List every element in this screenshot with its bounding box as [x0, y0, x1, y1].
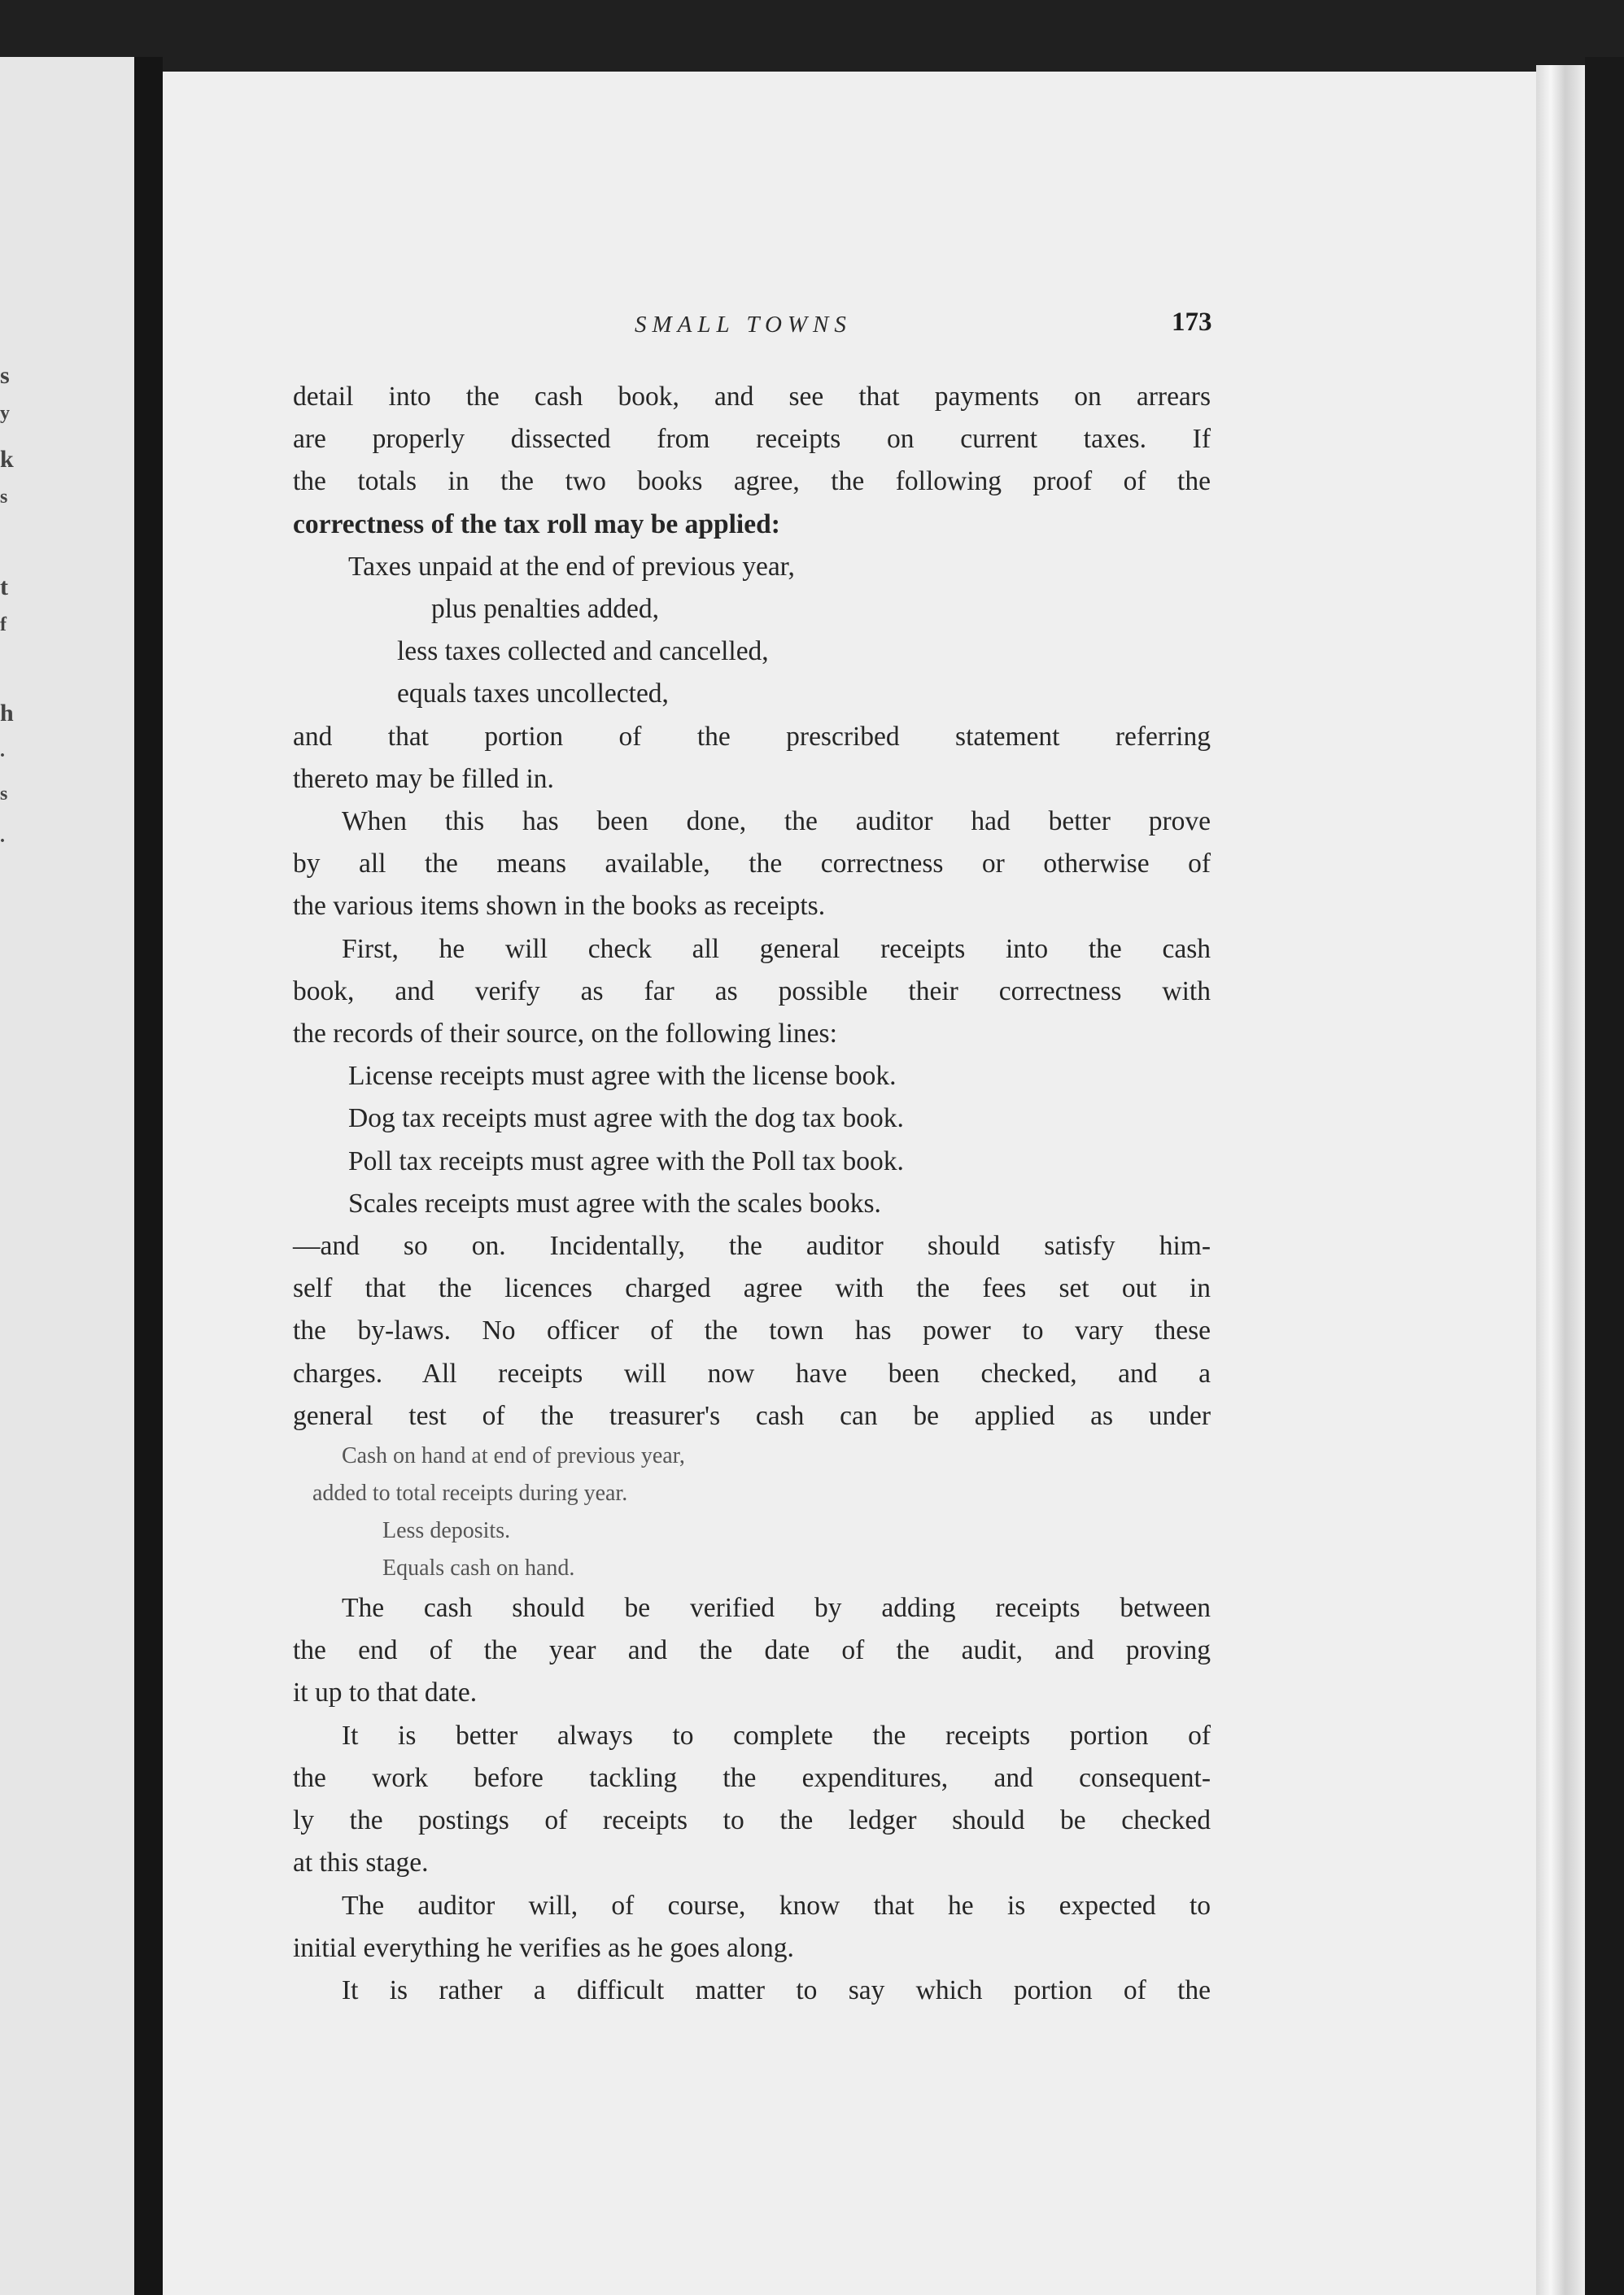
facing-page-fragment: s [0, 362, 10, 389]
text-line: When this has been done, the auditor had better prove [342, 806, 1211, 837]
book-gutter [134, 57, 163, 2295]
text-line: it up to that date. [293, 1678, 478, 1708]
text-line: the end of the year and the date of the audit, and proving [293, 1635, 1211, 1666]
check-rule: Dog tax receipts must agree with the dog tax book. [348, 1103, 904, 1134]
facing-page-fragment: h [0, 700, 14, 726]
text-line: the various items shown in the books as receipts. [293, 891, 826, 922]
text-line: initial everything he verifies as he goes along. [293, 1932, 794, 1963]
text-line: the by-laws. No officer of the town has power to vary these [293, 1315, 1211, 1346]
check-rule: Scales receipts must agree with the scales books. [348, 1188, 881, 1219]
facing-page-edge [0, 57, 146, 2295]
facing-page-fragment: s [0, 783, 8, 805]
facing-page-fragment: f [0, 614, 7, 635]
text-line: —and so on. Incidentally, the auditor should satisfy him- [293, 1231, 1211, 1262]
formula-line: equals taxes uncollected, [397, 678, 669, 709]
text-line: thereto may be filled in. [293, 763, 554, 794]
formula-line: Taxes unpaid at the end of previous year, [348, 551, 795, 582]
text-line: It is rather a difficult matter to say which portion of the [342, 1974, 1211, 2005]
text-line: general test of the treasurer's cash can be applied as under [293, 1400, 1211, 1431]
text-line: the records of their source, on the following lines: [293, 1019, 837, 1049]
page-number: 173 [1172, 308, 1212, 337]
facing-page-fragment: t [0, 574, 8, 600]
body-text [293, 376, 1211, 2012]
check-rule: License receipts must agree with the license book. [348, 1061, 897, 1092]
text-line: by all the means available, the correctness or otherwise of [293, 849, 1211, 879]
scan-right-margin [1585, 57, 1624, 2295]
formula-line: plus penalties added, [431, 594, 660, 625]
check-rule: Poll tax receipts must agree with the Poll tax book. [348, 1145, 904, 1176]
text-line: The auditor will, of course, know that he is expected to [342, 1890, 1211, 1921]
text-line: book, and verify as far as possible their correctness with [293, 975, 1211, 1006]
text-line: First, he will check all general receipts into the cash [342, 933, 1211, 964]
cash-formula-line: Cash on hand at end of previous year, [342, 1443, 685, 1469]
text-line: and that portion of the prescribed statement referring [293, 721, 1211, 752]
text-line: The cash should be verified by adding receipts between [342, 1593, 1211, 1624]
facing-page-fragment: y [0, 403, 10, 424]
text-line: detail into the cash book, and see that payments on arrears [293, 382, 1211, 412]
cash-formula-line: Equals cash on hand. [382, 1555, 575, 1582]
text-line: charges. All receipts will now have been checked, and a [293, 1358, 1211, 1389]
running-head: SMALL TOWNS [635, 312, 852, 338]
facing-page-fragment: s [0, 486, 8, 508]
facing-page-fragment: . [0, 826, 5, 847]
text-line: ly the postings of receipts to the ledger should be checked [293, 1805, 1211, 1836]
scan-top-band [0, 0, 1624, 73]
text-line: self that the licences charged agree with the fees set out in [293, 1273, 1211, 1304]
cash-formula-line: added to total receipts during year. [312, 1481, 628, 1507]
text-line: correctness of the tax roll may be applied: [293, 508, 780, 539]
formula-line: less taxes collected and cancelled, [397, 636, 769, 667]
text-line: the totals in the two books agree, the following proof of the [293, 466, 1211, 497]
text-line: are properly dissected from receipts on current taxes. If [293, 424, 1211, 455]
facing-page-fragment: k [0, 446, 14, 473]
cash-formula-line: Less deposits. [382, 1518, 511, 1544]
text-line: at this stage. [293, 1848, 429, 1878]
facing-page-fragment: . [0, 740, 5, 761]
text-line: It is better always to complete the receipts portion of [342, 1720, 1211, 1751]
text-line: the work before tackling the expenditures, and consequent- [293, 1762, 1211, 1793]
page-edges [1536, 65, 1585, 2295]
